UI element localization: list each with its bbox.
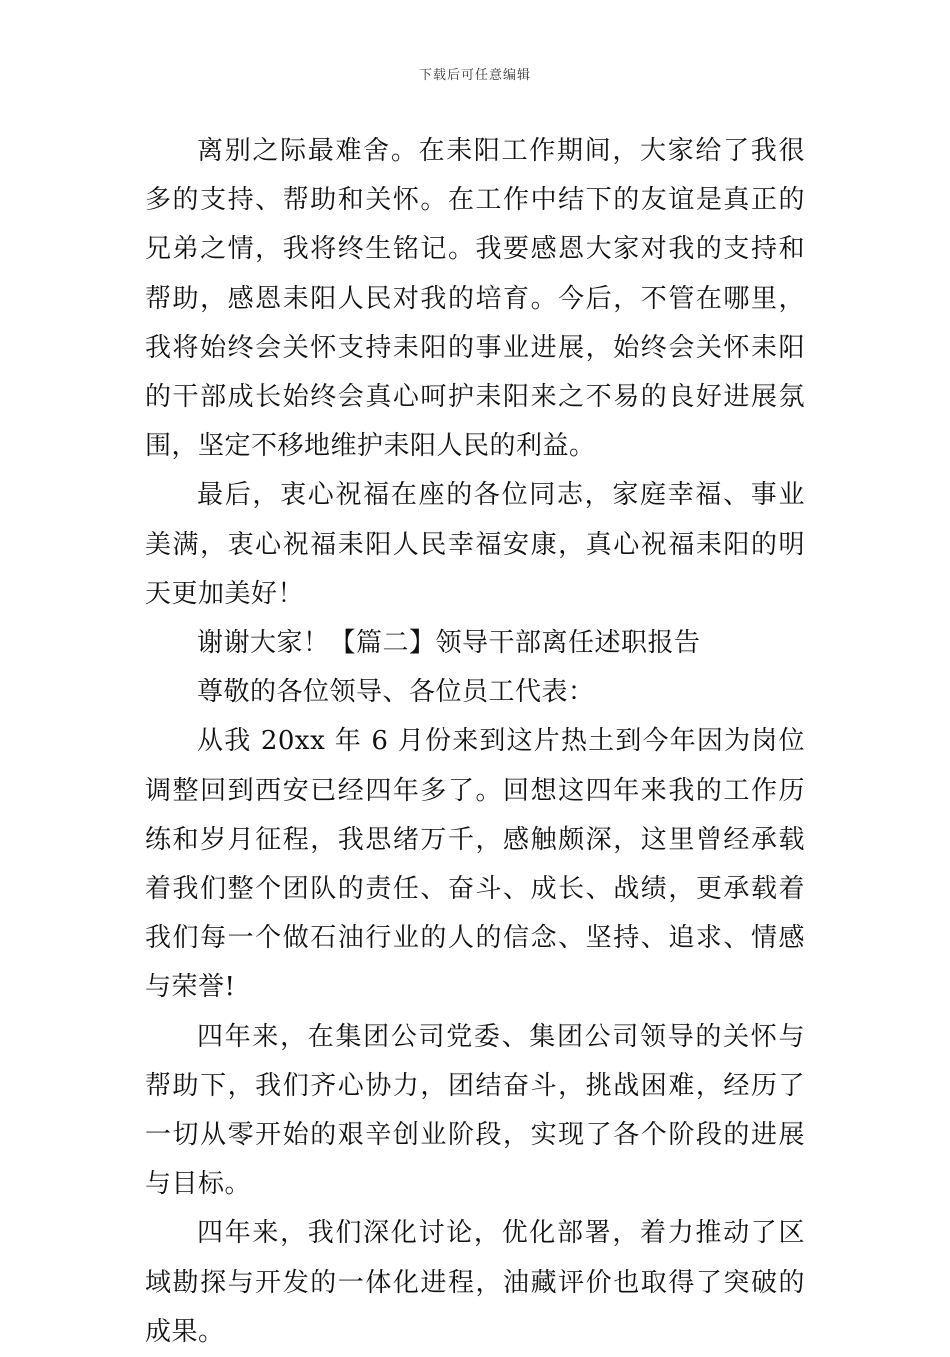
paragraph-four-years-exploration: 四年来，我们深化讨论，优化部署，着力推动了区域勘探与开发的一体化进程，油藏评价也取得了突破的成果。 [145,1218,805,1347]
document-body [145,127,805,1357]
page-header-note: 下载后可任意编辑 [418,68,531,83]
paragraph-review: 从我 20xx 年 6 月份来到这片热土到今年因为岗位调整回到西安已经四年多了。回想这四年来我的工作历练和岁月征程，我思绪万千，感触颇深，这里曾经承载着我们整个团队的责任、奋斗、成长、战绩，更承载着我们每一个做石油行业的人的信念、坚持、追求、情感与荣誉! [145,726,805,1003]
paragraph-salutation: 尊敬的各位领导、各位员工代表： [197,677,595,708]
paragraph-farewell: 离别之际最难舍。在耒阳工作期间，大家给了我很多的支持、帮助和关怀。在工作中结下的友谊是真正的兄弟之情，我将终生铭记。我要感恩大家对我的支持和帮助，感恩耒阳人民对我的培育。今后，不管在哪里，我将始终会关怀支持耒阳的事业进展，始终会关怀耒阳的干部成长始终会真心呵护耒阳来之不易的良好进展氛围，坚定不移地维护耒阳人民的利益。 [145,136,805,462]
paragraph-thanks-section-title: 谢谢大家！【篇二】领导干部离任述职报告 [197,628,701,659]
paragraph-blessing: 最后，衷心祝福在座的各位同志，家庭幸福、事业美满，衷心祝福耒阳人民幸福安康，真心祝福耒阳的明天更加美好！ [145,480,805,609]
paragraph-four-years-achievement: 四年来，在集团公司党委、集团公司领导的关怀与帮助下，我们齐心协力，团结奋斗，挑战困难，经历了一切从零开始的艰辛创业阶段，实现了各个阶段的进展与目标。 [145,1021,805,1200]
